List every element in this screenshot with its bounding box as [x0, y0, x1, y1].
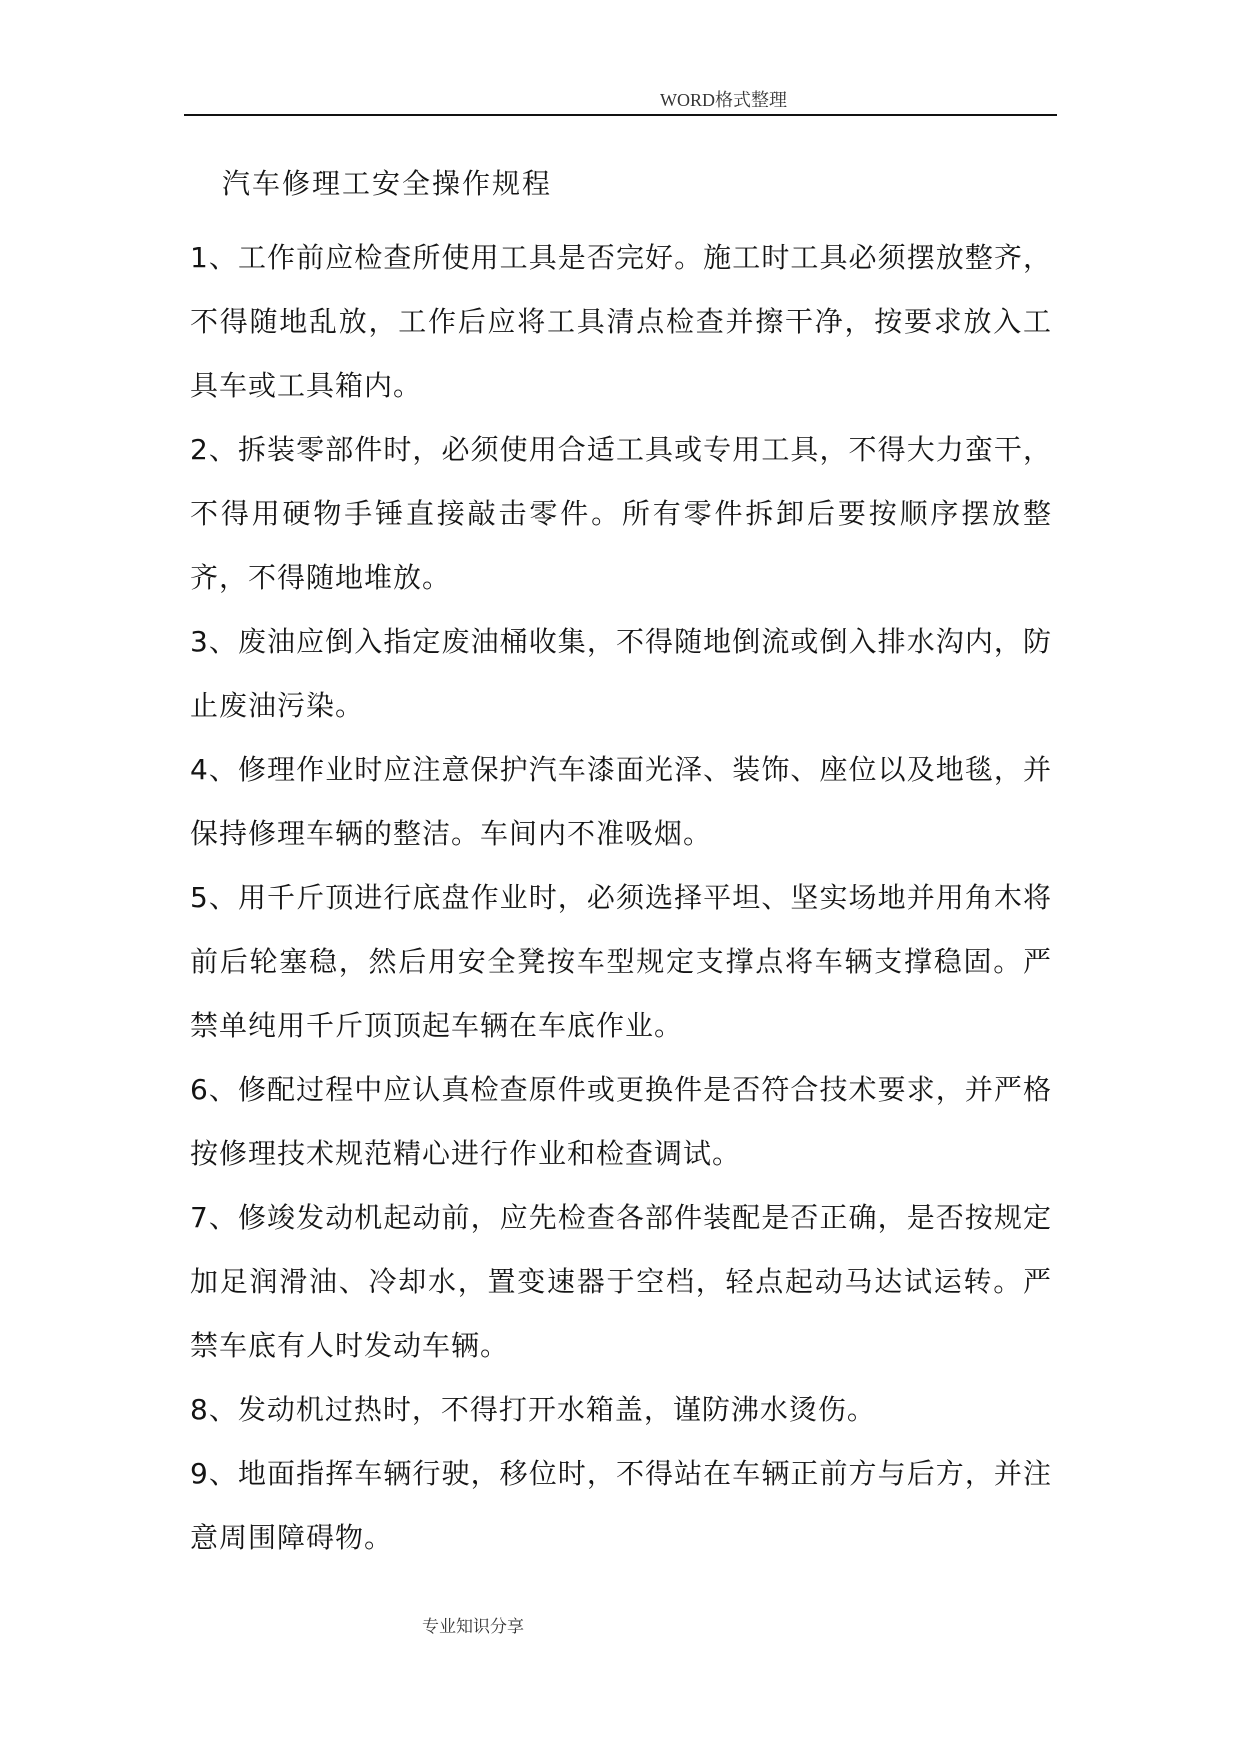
- paragraph-8: 8、发动机过热时，不得打开水箱盖，谨防沸水烫伤。: [190, 1393, 876, 1426]
- page-footer: 专业知识分享: [422, 1617, 524, 1636]
- page-header: WORD格式整理: [660, 90, 787, 110]
- paragraph-7: 7、修竣发动机起动前，应先检查各部件装配是否正确，是否按规定加足润滑油、冷却水，置变速器于空档，轻点起动马达试运转。严禁车底有人时发动车辆。: [190, 1201, 1052, 1362]
- paragraph-9: 9、地面指挥车辆行驶，移位时，不得站在车辆正前方与后方，并注意周围障碍物。: [190, 1457, 1052, 1554]
- paragraph-1: 1、工作前应检查所使用工具是否完好。施工时工具必须摆放整齐，不得随地乱放，工作后应将工具清点检查并擦干净，按要求放入工具车或工具箱内。: [190, 241, 1052, 402]
- header-divider: [184, 114, 1057, 116]
- paragraph-5: 5、用千斤顶进行底盘作业时，必须选择平坦、坚实场地并用角木将前后轮塞稳，然后用安全凳按车型规定支撑点将车辆支撑稳固。严禁单纯用千斤顶顶起车辆在车底作业。: [190, 881, 1052, 1042]
- paragraph-3: 3、废油应倒入指定废油桶收集，不得随地倒流或倒入排水沟内，防止废油污染。: [190, 625, 1052, 722]
- paragraph-4: 4、修理作业时应注意保护汽车漆面光泽、装饰、座位以及地毯，并保持修理车辆的整洁。车间内不准吸烟。: [190, 753, 1052, 850]
- paragraph-6: 6、修配过程中应认真检查原件或更换件是否符合技术要求，并严格按修理技术规范精心进行作业和检查调试。: [190, 1073, 1052, 1170]
- paragraph-2: 2、拆装零部件时，必须使用合适工具或专用工具，不得大力蛮干，不得用硬物手锤直接敲击零件。所有零件拆卸后要按顺序摆放整齐，不得随地堆放。: [190, 433, 1052, 594]
- document-title: 汽车修理工安全操作规程: [222, 167, 553, 200]
- document-body: [190, 226, 1052, 1570]
